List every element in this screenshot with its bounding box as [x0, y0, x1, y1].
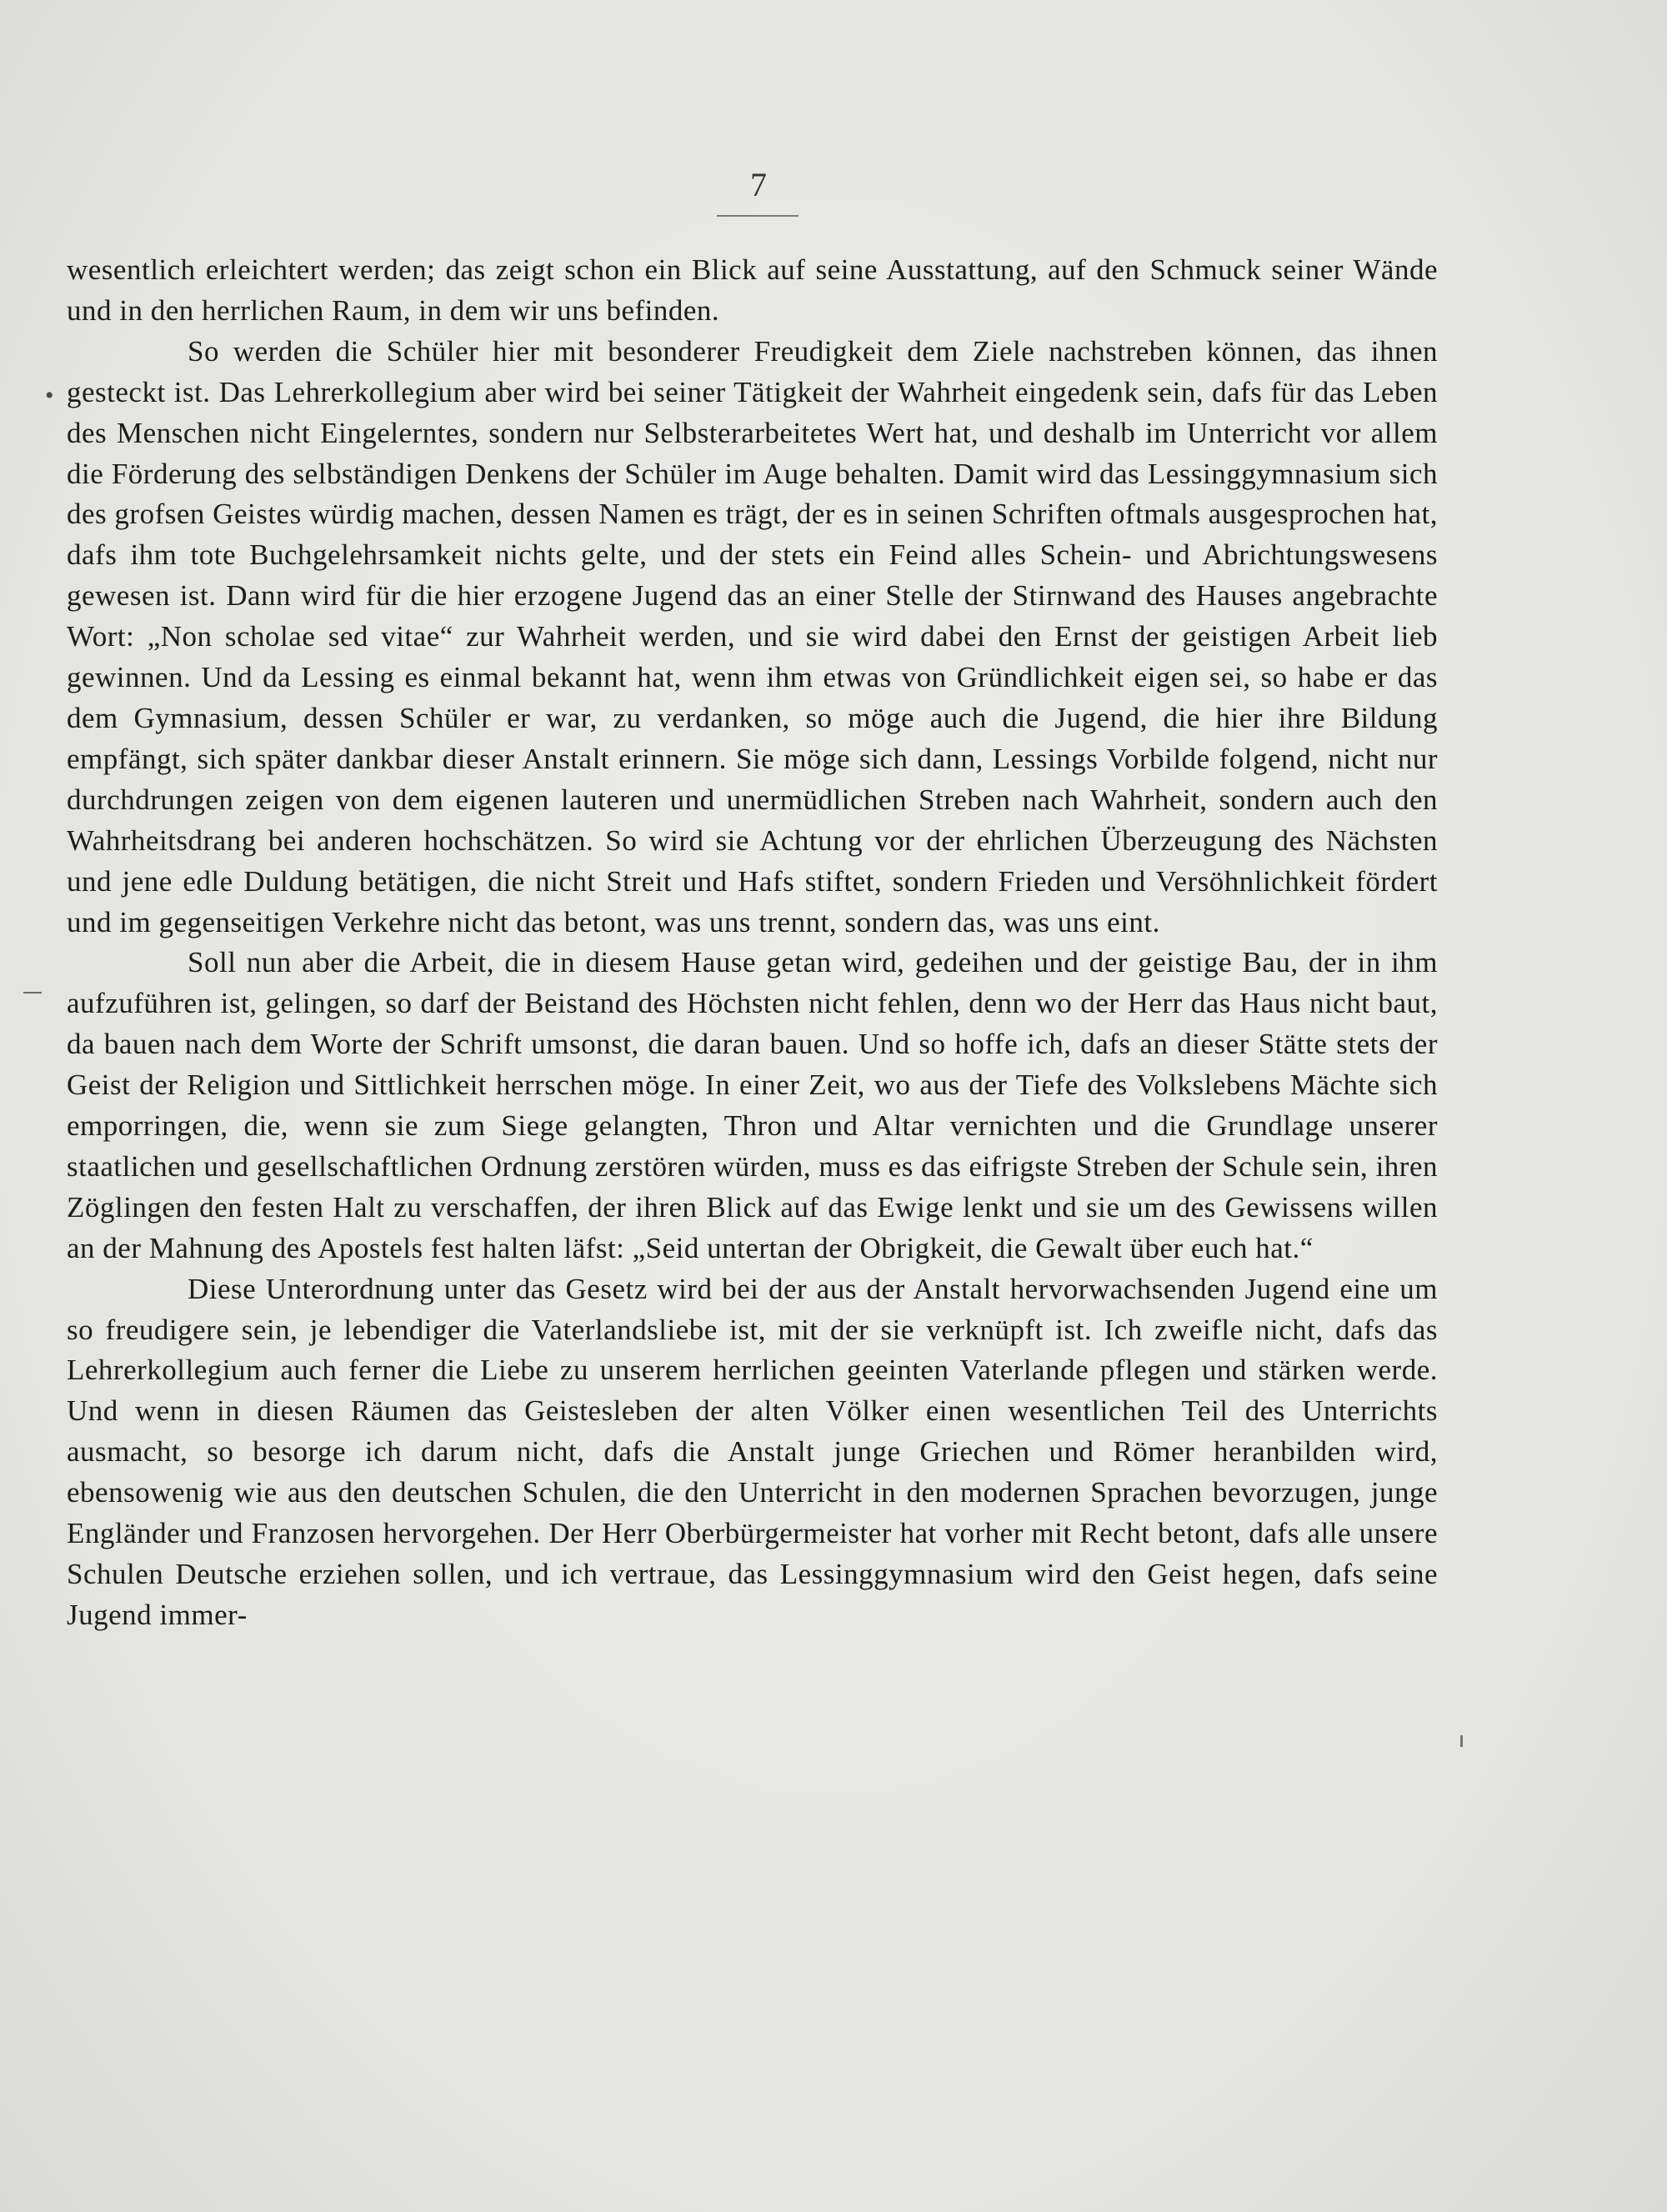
page-number-rule [717, 215, 798, 217]
body-text [67, 250, 1438, 1636]
paragraph-4: Diese Unterordnung unter das Gesetz wird bei der aus der Anstalt hervorwachsenden Jugend eine um so freudigere sein, je lebendiger die Vaterlandsliebe ist, mit der sie verknüpft ist. Ich zweifle nicht, dafs das Lehrerkollegium auch ferner die Liebe zu unserem herrlichen geeinten Vaterlande pflegen und stärken werde. Und wenn in diesen Räumen das Geistesleben der alten Völker einen wesentlichen Teil des Unterrichts ausmacht, so besorge ich darum nicht, dafs die Anstalt junge Griechen und Römer heranbilden wird, ebensowenig wie aus den deutschen Schulen, die den Unterricht in den modernen Sprachen bevorzugen, junge Engländer und Franzosen hervorgehen. Der Herr Oberbürgermeister hat vorher mit Recht betont, dafs alle unsere Schulen Deutsche erziehen sollen, und ich vertraue, das Lessinggymnasium wird den Geist hegen, dafs seine Jugend immer- [67, 1272, 1438, 1631]
page-number: 7 [750, 166, 767, 203]
paragraph-2: So werden die Schüler hier mit besonderer Freudigkeit dem Ziele nachstreben können, das ihnen gesteckt ist. Das Lehrerkollegium aber wird bei seiner Tätigkeit der Wahrheit eingedenk sein, dafs für das Leben des Menschen nicht Eingelerntes, sondern nur Selbsterarbeitetes Wert hat, und deshalb im Unterricht vor allem die Förderung des selbständigen Denkens der Schüler im Auge behalten. Damit wird das Lessinggymnasium sich des grofsen Geistes würdig machen, dessen Namen es trägt, der es in seinen Schriften oftmals ausgesprochen hat, dafs ihm tote Buchgelehrsamkeit nichts gelte, und der stets ein Feind alles Schein- und Abrichtungswesens gewesen ist. Dann wird für die hier erzogene Jugend das an einer Stelle der Stirnwand des Hauses angebrachte Wort: „Non scholae sed vitae“ zur Wahrheit werden, und sie wird dabei den Ernst der geistigen Arbeit lieb gewinnen. Und da Lessing es einmal bekannt hat, wenn ihm etwas von Gründlichkeit eigen sei, so habe er das dem Gymnasium, dessen Schüler er war, zu verdanken, so möge auch die Jugend, die hier ihre Bildung empfängt, sich später dankbar dieser Anstalt erinnern. Sie möge sich dann, Lessings Vorbilde folgend, nicht nur durchdrungen zeigen von dem eigenen lauteren und unermüdlichen Streben nach Wahrheit, sondern auch den Wahrheitsdrang bei anderen hochschätzen. So wird sie Achtung vor der ehrlichen Überzeugung des Nächsten und jene edle Duldung betätigen, die nicht Streit und Hafs stiftet, sondern Frieden und Versöhnlichkeit fördert und im gegenseitigen Verkehre nicht das betont, was uns trennt, sondern das, was uns eint. [67, 334, 1438, 938]
margin-dot-mark: • [45, 382, 54, 409]
margin-tick-mark [1460, 1735, 1463, 1747]
paragraph-1: wesentlich erleichtert werden; das zeigt schon ein Blick auf seine Ausstattung, auf den Schmuck seiner Wände und in den herrlichen Raum, in dem wir uns befinden. [67, 253, 1438, 327]
paragraph-3: Soll nun aber die Arbeit, die in diesem Hause getan wird, gedeihen und der geistige Bau, der in ihm aufzuführen ist, gelingen, so darf der Beistand des Höchsten nicht fehlen, denn wo der Herr das Haus nicht baut, da bauen nach dem Worte der Schrift umsonst, die daran bauen. Und so hoffe ich, dafs an dieser Stätte stets der Geist der Religion und Sittlichkeit herrschen möge. In einer Zeit, wo aus der Tiefe des Volkslebens Mächte sich emporringen, die, wenn sie zum Siege gelangten, Thron und Altar vernichten und die Grundlage unserer staatlichen und gesellschaftlichen Ordnung zerstören würden, muss es das eifrigste Streben der Schule sein, ihren Zöglingen den festen Halt zu verschaffen, der ihren Blick auf das Ewige lenkt und sie um des Gewissens willen an der Mahnung des Apostels fest halten läfst: „Seid untertan der Obrigkeit, die Gewalt über euch hat.“ [67, 946, 1438, 1264]
margin-dash-mark [23, 992, 42, 993]
